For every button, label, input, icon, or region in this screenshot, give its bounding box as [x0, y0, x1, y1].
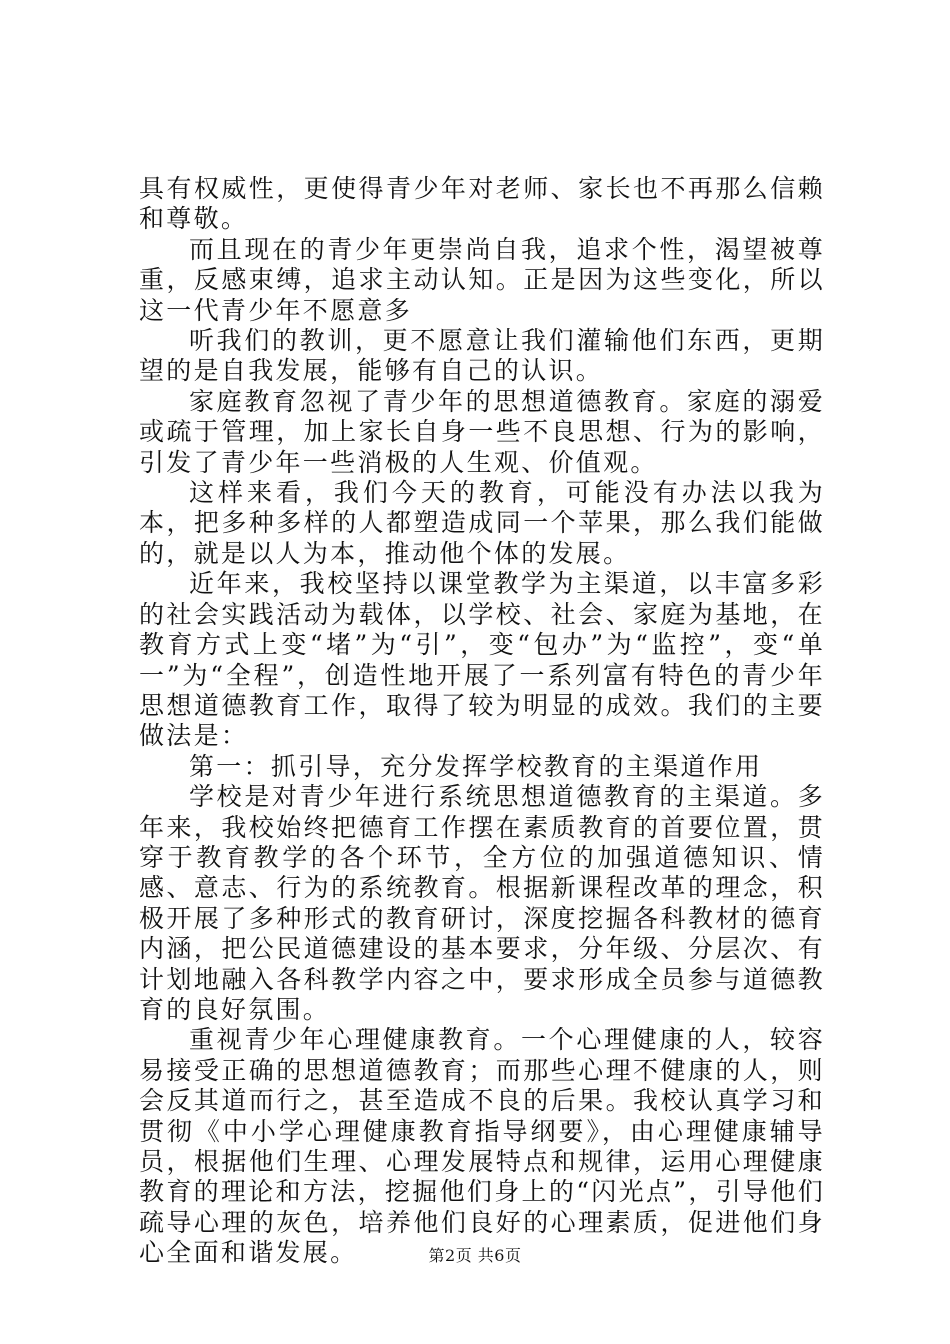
body-text	[139, 174, 825, 1269]
paragraph: 家庭教育忽视了青少年的思想道德教育。家庭的溺爱或疏于管理，加上家长自身一些不良思想、行为的影响，引发了青少年一些消极的人生观、价值观。	[139, 386, 825, 477]
paragraph: 近年来，我校坚持以课堂教学为主渠道，以丰富多彩的社会实践活动为载体，以学校、社会、家庭为基地，在教育方式上变“堵”为“引”，变“包办”为“监控”，变“单一”为“全程”，创造性地开展了一系列富有特色的青少年思想道德教育工作，取得了较为明显的成效。我们的主要做法是：	[139, 569, 825, 751]
paragraph: 重视青少年心理健康教育。一个心理健康的人，较容易接受正确的思想道德教育；而那些心理不健康的人，则会反其道而行之，甚至造成不良的后果。我校认真学习和贯彻《中小学心理健康教育指导纲要》，由心理健康辅导员，根据他们生理、心理发展特点和规律，运用心理健康教育的理论和方法，挖掘他们身上的“闪光点”，引导他们疏导心理的灰色，培养他们良好的心理素质，促进他们身心全面和谐发展。	[139, 1025, 825, 1268]
paragraph: 而且现在的青少年更崇尚自我，追求个性，渴望被尊重，反感束缚，追求主动认知。正是因为这些变化，所以这一代青少年不愿意多	[139, 234, 825, 325]
paragraph: 学校是对青少年进行系统思想道德教育的主渠道。多年来，我校始终把德育工作摆在素质教育的首要位置，贯穿于教育教学的各个环节，全方位的加强道德知识、情感、意志、行为的系统教育。根据新课程改革的理念，积极开展了多种形式的教育研讨，深度挖掘各科教材的德育内涵，把公民道德建设的基本要求，分年级、分层次、有计划地融入各科教学内容之中，要求形成全员参与道德教育的良好氛围。	[139, 782, 825, 1024]
paragraph: 这样来看，我们今天的教育，可能没有办法以我为本，把多种多样的人都塑造成同一个苹果，那么我们能做的，就是以人为本，推动他个体的发展。	[139, 478, 825, 568]
page-number-footer: 第2页 共6页	[428, 1246, 522, 1265]
paragraph: 听我们的教训，更不愿意让我们灌输他们东西，更期望的是自我发展，能够有自己的认识。	[139, 326, 825, 386]
section-heading: 第一：抓引导，充分发挥学校教育的主渠道作用	[189, 751, 763, 781]
paragraph: 具有权威性，更使得青少年对老师、家长也不再那么信赖和尊敬。	[139, 174, 825, 234]
